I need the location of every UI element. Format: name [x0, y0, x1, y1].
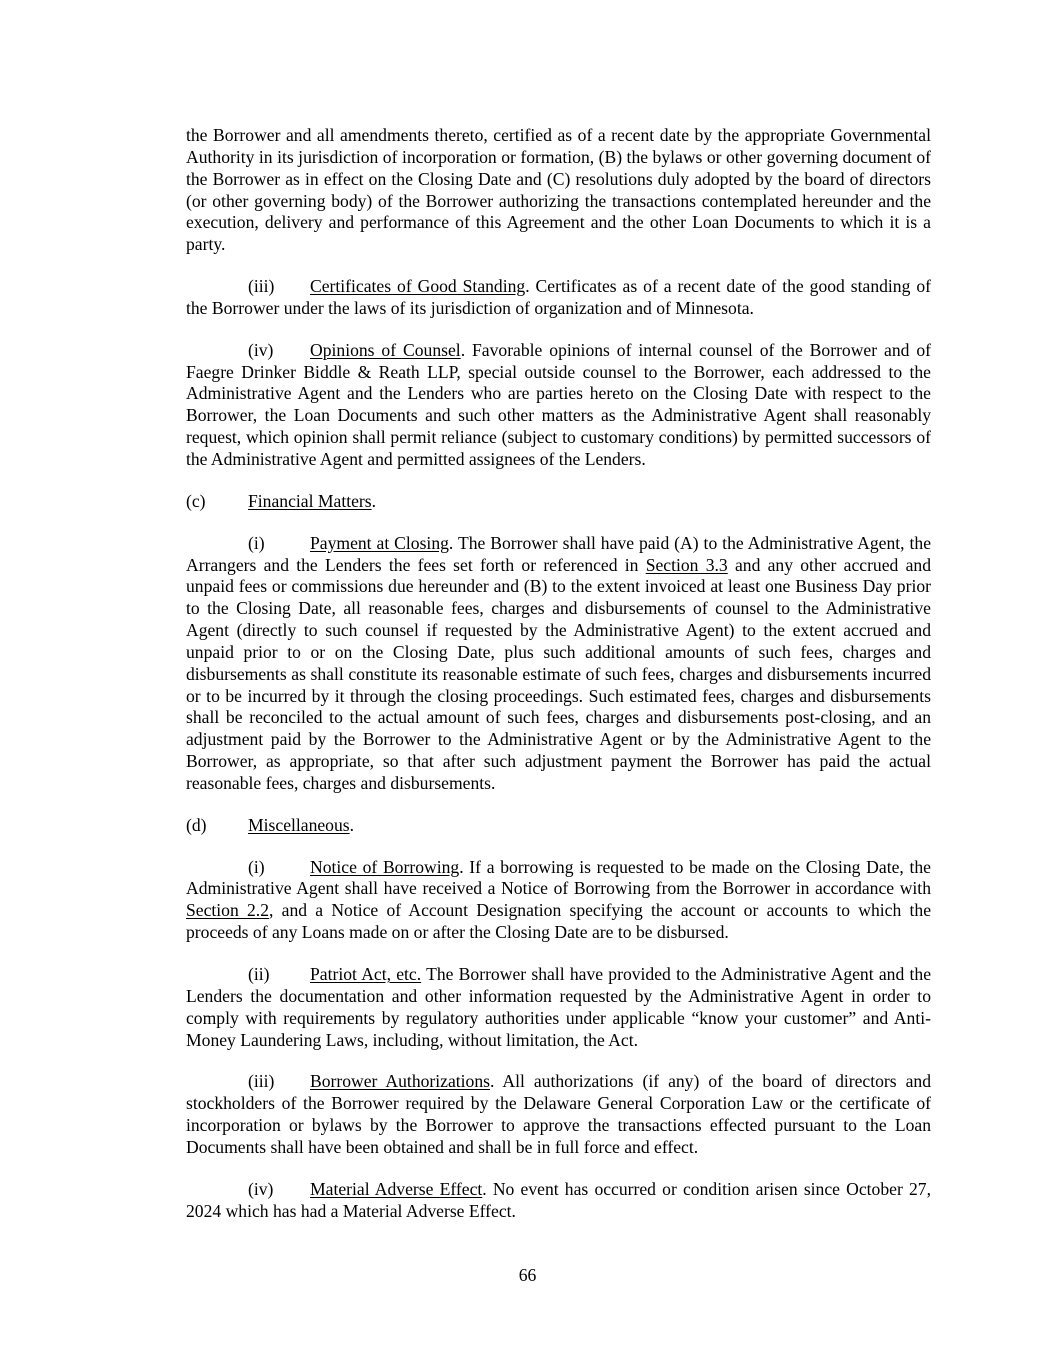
continuation-paragraph: the Borrower and all amendments thereto, certified as of a recent date by the appropriate Governmental Authority in its jurisdiction of incorporation or formation, (B) the bylaws or other governing document of the Borrower as in effect on the Closing Date and (C) resolutions duly adopted by the board of directors (or other governing body) of the Borrower authorizing the transactions contemplated hereunder and the execution, delivery and performance of this Agreement and the other Loan Documents to which it is a party.: [186, 125, 931, 255]
paragraph-d-ii: [186, 964, 931, 1051]
clause-text: , and a Notice of Account Designation specifying the account or accounts to which the proceeds of any Loans made on or after the Closing Date are to be disbursed.: [186, 900, 932, 943]
page-number: 66: [518, 1265, 537, 1285]
clause-title: Opinions of Counsel: [310, 339, 461, 360]
heading-c: (c) Financial Matters.: [186, 490, 377, 511]
clause-number: (iv): [248, 339, 274, 360]
clause-number: (ii): [248, 964, 270, 984]
paragraph-c-i: [186, 533, 931, 795]
heading-d: (d) Miscellaneous.: [186, 814, 355, 835]
clause-number: (iv): [248, 1178, 274, 1199]
clause-number: (i): [248, 532, 265, 553]
clause-text: . Favorable opinions of internal counsel of the Borrower and of Faegre Drinker Biddle & Reath LLP, special outside counsel to the Borrower, each addressed to the Administrative Agent and the Lenders who are parties hereto on the Closing Date with respect to the Borrower, the Loan Documents and such other matters as the Administrative Agent shall reasonably request, which opinion shall permit reliance (subject to customary conditions) by permitted successors of the Administrative Agent and permitted assignees of the Lenders.: [186, 339, 931, 469]
page-body: [186, 125, 931, 1222]
clause-title: Notice of Borrowing: [310, 856, 460, 877]
clause-title: Patriot Act, etc.: [310, 964, 422, 984]
clause-text: . All authorizations (if any) of the board of directors and stockholders of the Borrower required by the Delaware General Corporation Law or the certificate of incorporation or bylaws by the Borrower to approve the transactions effected pursuant to the Loan Documents shall have been obtained and shall be in full force and effect.: [186, 1071, 932, 1157]
clause-title: Certificates of Good Standing: [310, 276, 526, 297]
section-title: Miscellaneous: [248, 814, 350, 835]
clause-title: Material Adverse Effect: [310, 1178, 483, 1199]
clause-title: Payment at Closing: [310, 532, 449, 553]
clause-text: . Certificates as of a recent date of the good standing of the Borrower under the laws of its jurisdiction of organization and of Minnesota.: [186, 276, 931, 318]
paragraph-d-i: [186, 857, 931, 944]
paragraph-d-iii: [186, 1071, 931, 1158]
section-reference-link: Section 3.3: [645, 554, 728, 575]
paragraph-d-iv: [186, 1179, 931, 1223]
clause-text: . If a borrowing is requested to be made on the Closing Date, the Administrative Agent shall have received a Notice of Borrowing from the Borrower in accordance with: [186, 856, 931, 899]
section-number: (d): [186, 814, 207, 835]
clause-number: (iii): [248, 1071, 275, 1092]
clause-text: . The Borrower shall have paid (A) to the Administrative Agent, the Arrangers and the Lenders the fees set forth or referenced in: [186, 532, 932, 575]
clause-text: . No event has occurred or condition arisen since October 27, 2024 which has had a Material Adverse Effect.: [186, 1178, 931, 1221]
section-number: (c): [186, 490, 206, 511]
clause-text: The Borrower shall have provided to the Administrative Agent and the Lenders the documentation and other information requested by the Administrative Agent in order to comply with requirements by regulatory authorities under applicable “know your customer” and Anti-Money Laundering Laws, including, without limitation, the Act.: [186, 964, 931, 1050]
section-title: Financial Matters: [248, 490, 372, 511]
paragraph-b-iii: [186, 276, 931, 320]
clause-text: and any other accrued and unpaid fees or commissions due hereunder and (B) to the extent invoiced at least one Business Day prior to the Closing Date, all reasonable fees, charges and disbursements of counsel to the Administrative Agent (directly to such counsel if requested by the Administrative Agent) to the extent accrued and unpaid prior to or on the Closing Date, plus such additional amounts of such fees, charges and disbursements as shall constitute its reasonable estimate of such fees, charges and disbursements incurred or to be incurred by it through the closing proceedings. Such estimated fees, charges and disbursements shall be reconciled to the actual amount of such fees, charges and disbursements post-closing, and an adjustment paid by the Borrower to the Administrative Agent or by the Administrative Agent to the Borrower, as appropriate, so that after such adjustment payment the Borrower has paid the actual reasonable fees, charges and disbursements.: [186, 554, 931, 793]
clause-title: Borrower Authorizations: [310, 1071, 490, 1092]
section-reference-link: Section 2.2: [186, 900, 270, 921]
clause-number: (i): [248, 856, 265, 877]
paragraph-b-iv: [186, 340, 931, 471]
clause-number: (iii): [248, 276, 275, 297]
